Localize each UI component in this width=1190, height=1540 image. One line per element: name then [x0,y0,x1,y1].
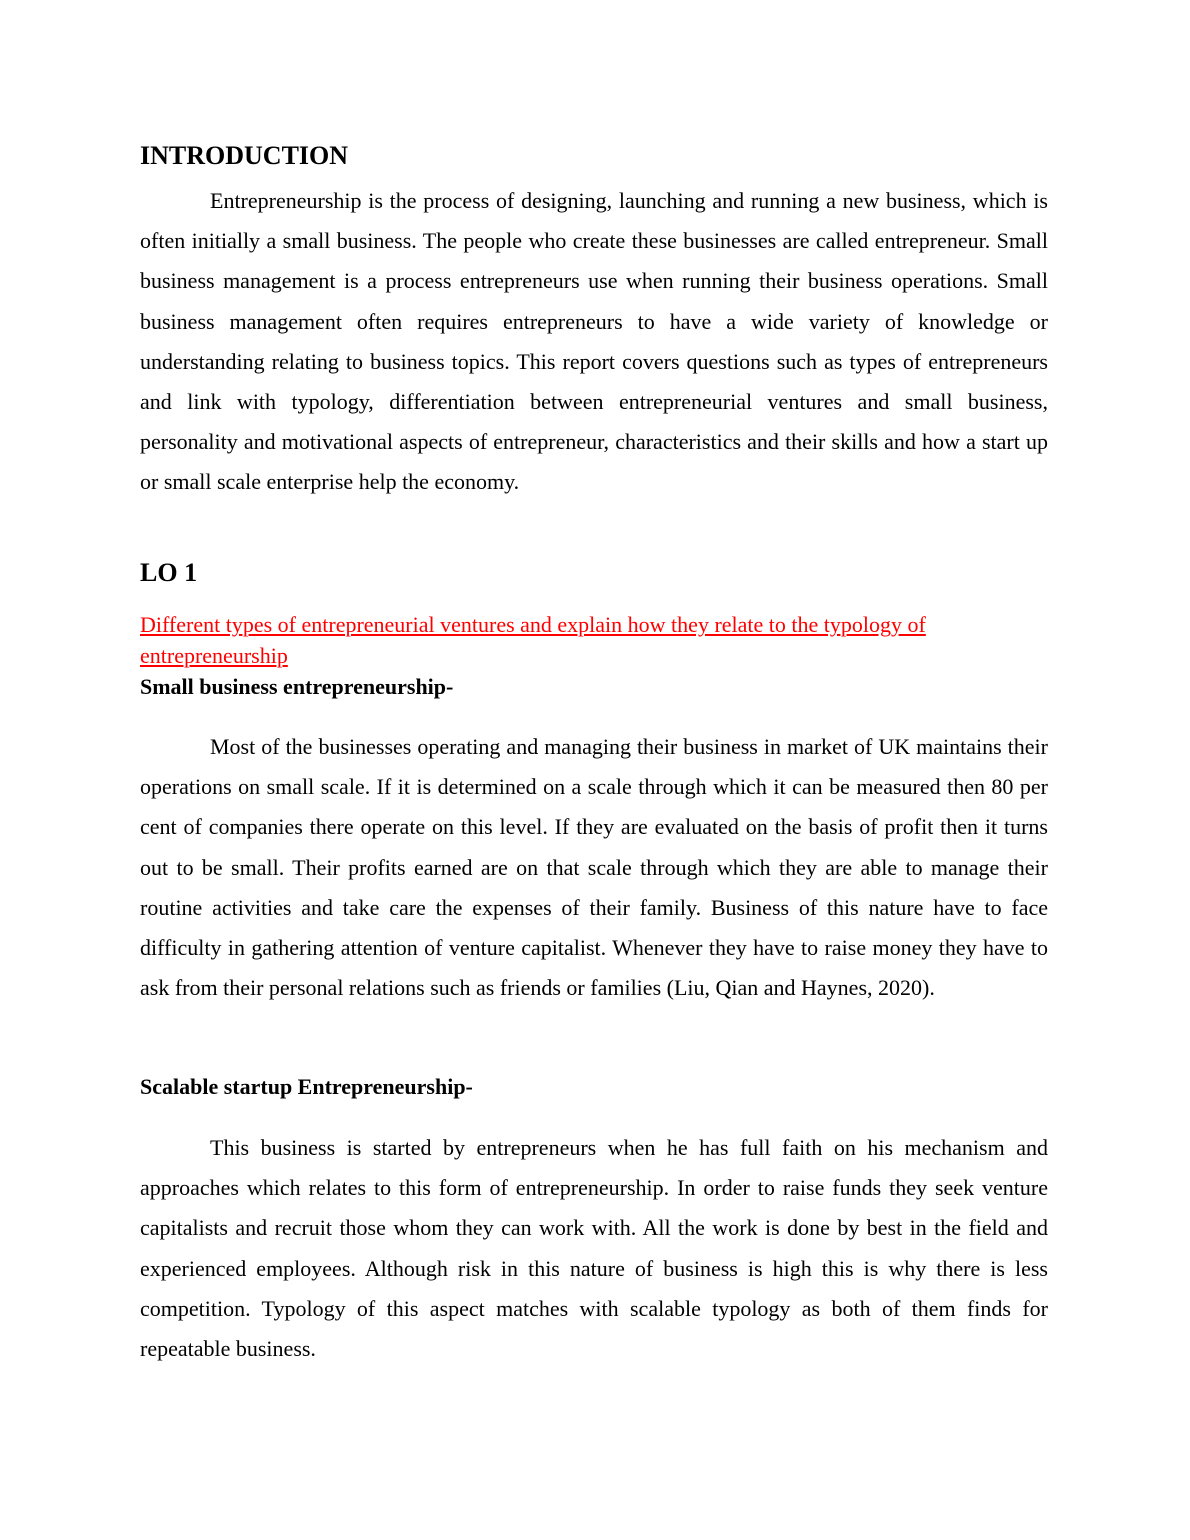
introduction-heading: INTRODUCTION [140,141,349,170]
introduction-paragraph: Entrepreneurship is the process of designing, launching and running a new business, which is often initially a small business. The people who create these businesses are called entrepreneur. Small business management is a process entrepreneurs use when running their business operations. Small business management often requires entrepreneurs to have a wide variety of knowledge or understanding relating to business topics. This report covers questions such as types of entrepreneurs and link with typology, differentiation between entrepreneurial ventures and small business, personality and motivational aspects of entrepreneur, characteristics and their skills and how a start up or small scale enterprise help the economy. [140,188,1048,495]
scalable-startup-subheading: Scalable startup Entrepreneurship- [140,1074,473,1099]
scalable-startup-paragraph: This business is started by entrepreneurs when he has full faith on his mechanism and approaches which relates to this form of entrepreneurship. In order to raise funds they seek venture capitalists and recruit those whom they can work with. All the work is done by best in the field and experienced employees. Although risk in this nature of business is high this is why there is less competition. Typology of this aspect matches with scalable typology as both of them finds for repeatable business. [140,1135,1048,1362]
small-business-paragraph: Most of the businesses operating and managing their business in market of UK maintains their operations on small scale. If it is determined on a scale through which it can be measured then 80 per cent of companies there operate on this level. If they are evaluated on the basis of profit then it turns out to be small. Their profits earned are on that scale through which they are able to manage their routine activities and take care the expenses of their family. Business of this nature have to face difficulty in gathering attention of venture capitalist. Whenever they have to raise money they have to ask from their personal relations such as friends or families (Liu, Qian and Haynes, 2020). [140,734,1048,1001]
small-business-subheading: Small business entrepreneurship- [140,674,454,699]
lo1-task-title: Different types of entrepreneurial ventures and explain how they relate to the typology of entrepreneurship [140,612,926,668]
lo1-heading: LO 1 [140,558,198,587]
